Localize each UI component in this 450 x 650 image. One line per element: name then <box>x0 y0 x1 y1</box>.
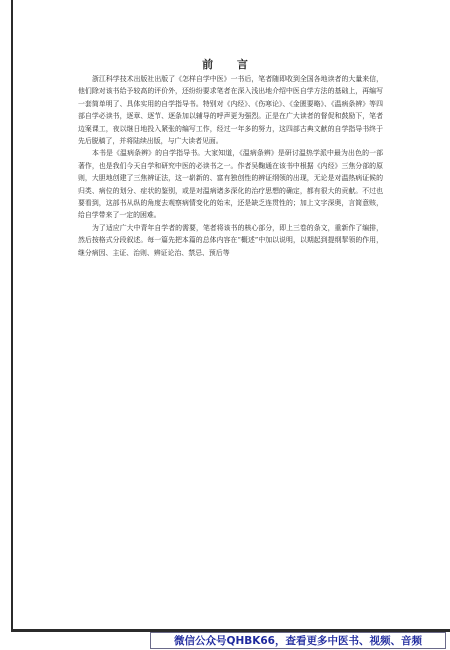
left-border-line <box>11 0 13 632</box>
watermark-banner <box>150 632 446 649</box>
paragraph-1: 浙江科学技术出版社出版了《怎样自学中医》一书后，笔者随即收到全国各地读者的大量来信，他们除对该书给予较高的评价外，还纷纷要求笔者在深入浅出地介绍中医自学方法的基础上，再编写一套简单明了、具体实用的自学指导书。特别对《内经》、《伤寒论》、《金匮要略》、《温病条辨》等四部自学必读书，逐章、逐节、逐条加以辅导的呼声更为强烈。正是在广大读者的督促和鼓励下，笔者边案课工，夜以继日地投入紧张的编写工作，经过一年多的努力，这四部古典文献的自学指导书终于先后脱稿了，并将陆续出版，与广大读者见面。 <box>78 75 383 146</box>
paragraph-2: 本书是《温病条辨》的自学指导书。大家知道，《温病条辨》是研讨温热学派中最为出色的一部著作，也是我们今天自学和研究中医的必读书之一。作者吴鞠通在该书中根据《内经》三焦分部的原则，大胆地创建了三焦辨证法，这一崭新的、富有独创性的辨证纲领的出现，无论是对温热病证候的归类、病位的划分、症状的鉴别，或是对温病诸多深化的治疗思想的确定，都有很大的贡献。不过也要看到，这部书从纵的角度去观察病情变化的始末，还是缺乏连贯性的；加上文字深奥，言简意赅，给自学带来了一定的困难。 <box>78 149 383 220</box>
body-text <box>78 73 383 259</box>
page-title: 前 言 <box>202 58 258 71</box>
watermark-text: 微信公众号QHBK66，查看更多中医书、视频、音频 <box>174 635 422 647</box>
scanned-page <box>45 40 415 620</box>
paragraph-3: 为了适应广大中青年自学者的需要，笔者将该书的核心部分，即上三卷的条文，重新作了编排，然后按格式分段叙述。每一篇先把本篇的总体内容在“概述”中加以说明，以期起到提纲挈领的作用，继分病因、主证、治则、辨证论治、禁忌、预后等 <box>78 223 383 257</box>
